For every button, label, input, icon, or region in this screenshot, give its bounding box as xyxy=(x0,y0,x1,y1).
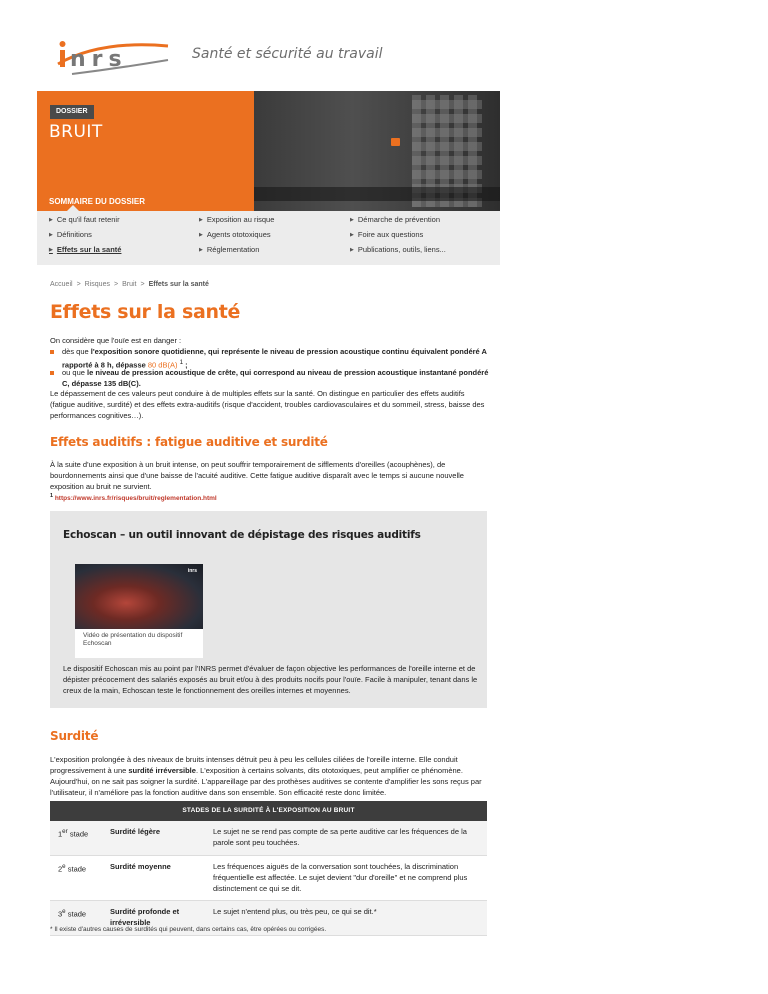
summary-item-definitions[interactable]: ▶ Définitions xyxy=(49,230,92,241)
dossier-title: BRUIT xyxy=(49,122,103,142)
breadcrumb-accueil[interactable]: Accueil xyxy=(50,281,73,288)
intro-bullet-1: dès que l'exposition sonore quotidienne, qui représente le niveau de pression acoustique continu équivalent pondéré A rapporté à 8 h, dépasse 80 dB(A) $^1$ ; xyxy=(50,347,490,371)
summary-menu xyxy=(37,211,500,265)
breadcrumb-current: Effets sur la santé xyxy=(148,281,209,288)
summary-item-retenir[interactable]: ▶ Ce qu'il faut retenir xyxy=(49,215,120,226)
summary-title: SOMMAIRE DU DOSSIER xyxy=(49,197,146,206)
surdite-stages-table xyxy=(50,801,487,936)
section-auditifs-title: Effets auditifs : fatigue auditive et surdité xyxy=(50,435,328,449)
table-note: * Il existe d'autres causes de surdités qui peuvent, dans certains cas, être opérées ou corrigées. xyxy=(50,926,327,933)
section-surdite-paragraph: L'exposition prolongée à des niveaux de bruits intenses détruit peu à peu les cellules ciliées de l'oreille interne. Elle conduit progressivement à une surdité irréversible. L'exposition à certains solvants, dits ototoxiques, peut amplifier ce phénomène. Aujourd'hui, on ne sait pas soigner la surdité. L'appareillage par des prothèses auditives se contente d'amplifier les sons reçus par l'utilisateur, il n'améliore pas la fonction auditive dans son ensemble. Son efficacité reste donc limitée. xyxy=(50,755,482,797)
echoscan-video[interactable] xyxy=(75,564,203,658)
intro-paragraph: Le dépassement de ces valeurs peut conduire à de multiples effets sur la santé. On distingue en particulier des effets auditifs (fatigue auditive, surdité) et des effets extra-auditifs (risque d'accident, troubles cardiovasculaires et du sommeil, stress, baisse des performances cognitives…). xyxy=(50,389,485,420)
intro-bullet-2: ou que le niveau de pression acoustique de crête, qui correspond au niveau de pression acoustique instantané pondéré C, dépasse 135 dB(C). xyxy=(50,368,490,390)
table-row: 3e stade Surdité profonde et irréversible Le sujet n'entend plus, ou très peu, ce qui se dit.* xyxy=(50,901,487,936)
inrs-logo[interactable] xyxy=(50,34,175,76)
footnote: $^1$ https://www.inrs.fr/risques/bruit/reglementation.html xyxy=(50,493,217,503)
breadcrumb-bruit[interactable]: Bruit xyxy=(122,281,137,288)
video-thumbnail[interactable] xyxy=(75,564,203,629)
summary-item-prevention[interactable]: ▶ Démarche de prévention xyxy=(350,215,440,226)
breadcrumb: Accueil > Risques > Bruit > Effets sur la santé xyxy=(50,281,209,288)
echoscan-text: Le dispositif Echoscan mis au point par l'INRS permet d'évaluer de façon objective les performances de l'oreille interne et de dépister précocement des salariés exposés au bruit et/ou à des produits nocifs pour l'ouïe. Facile à manipuler, tenant dans le creux de la main, Echoscan teste le fonctionnement des oreilles internes et moyennes. xyxy=(63,664,478,695)
dossier-badge: DOSSIER xyxy=(50,105,94,119)
link-80dba[interactable]: 80 dB(A) xyxy=(147,360,178,370)
video-logo: inrs xyxy=(187,568,197,574)
summary-item-faq[interactable]: ▶ Foire aux questions xyxy=(350,230,423,241)
banner-photo xyxy=(254,91,500,211)
section-surdite-title: Surdité xyxy=(50,729,99,743)
video-caption: Vidéo de présentation du dispositif Echoscan xyxy=(83,632,183,648)
summary-item-ototoxiques[interactable]: ▶ Agents ototoxiques xyxy=(199,230,271,241)
summary-item-effets[interactable]: ▶ Effets sur la santé xyxy=(49,245,121,256)
svg-text:nrs: nrs xyxy=(70,47,128,72)
site-tagline: Santé et sécurité au travail xyxy=(192,46,383,62)
summary-item-exposition[interactable]: ▶ Exposition au risque xyxy=(199,215,274,226)
footnote-link[interactable]: https://www.inrs.fr/risques/bruit/reglementation.html xyxy=(54,495,217,503)
page-title: Effets sur la santé xyxy=(50,301,241,323)
section-auditifs-paragraph: À la suite d'une exposition à un bruit intense, on peut souffrir temporairement de sifflements d'oreilles (acouphènes), de bourdonnements ainsi que d'une baisse de l'acuité auditive. Cette fatigue auditive disparaît avec le temps si aucune nouvelle exposition au bruit ne survient. xyxy=(50,460,464,491)
breadcrumb-risques[interactable]: Risques xyxy=(84,281,110,288)
intro-lead: On considère que l'ouïe est en danger : xyxy=(50,336,182,345)
table-row: 1er stade Surdité légère Le sujet ne se rend pas compte de sa perte auditive car les fréquences de la parole sont peu touchées. xyxy=(50,821,487,855)
table-row: 2e stade Surdité moyenne Les fréquences aiguës de la conversation sont touchées, la discrimination fréquentielle est affectée. Le sujet devient "dur d'oreille" et ne comprend plus distinctement ce qui se dit. xyxy=(50,855,487,901)
summary-item-reglementation[interactable]: ▶ Réglementation xyxy=(199,245,259,256)
echoscan-box xyxy=(50,511,487,708)
dossier-banner xyxy=(37,91,500,265)
summary-item-publications[interactable]: ▶ Publications, outils, liens... xyxy=(350,245,446,256)
table-header: STADES DE LA SURDITÉ À L'EXPOSITION AU BRUIT xyxy=(50,801,487,821)
echoscan-title: Echoscan – un outil innovant de dépistage des risques auditifs xyxy=(63,529,421,541)
